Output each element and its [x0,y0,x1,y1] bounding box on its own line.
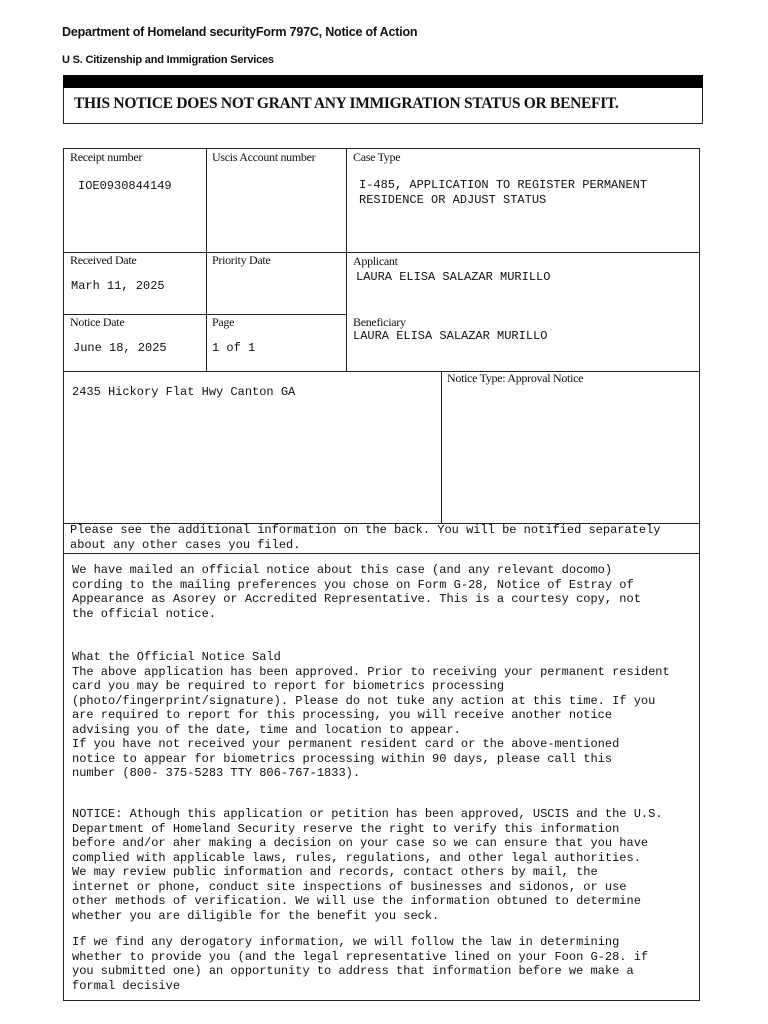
divider [206,149,207,371]
page-value: 1 of 1 [212,341,256,355]
receipt-number-value: IOE0930844149 [78,179,172,193]
receipt-number-label: Receipt number [70,150,143,164]
divider [64,252,699,253]
received-date-label: Received Date [70,253,137,267]
divider [64,371,699,372]
mailing-address: 2435 Hickory Flat Hwy Canton GA [72,385,296,399]
account-number-label: Uscis Account number [212,150,316,164]
page-label: Page [212,315,235,329]
notice-form-table [63,148,700,1001]
case-type-value: I-485, APPLICATION TO REGISTER PERMANENT RESIDENCE OR ADJUST STATUS [359,178,648,207]
notice-banner-text: THIS NOTICE DOES NOT GRANT ANY IMMIGRATION STATUS OR BENEFIT. [74,95,619,112]
divider [64,553,699,554]
priority-date-label: Priority Date [212,253,271,267]
agency-name: U S. Citizenship and Immigration Services [62,54,274,66]
document-header-title: Department of Homeland securityForm 797C, Notice of Action [62,25,418,39]
notice-banner-box [63,88,703,124]
additional-info-note: Please see the additional information on the back. You will be notified separately about any other cases you filed. [70,523,661,552]
header-black-bar [63,75,703,88]
courtesy-copy-paragraph: We have mailed an official notice about this case (and any relevant docomo) cording to the mailing preferences you chose on Form G-28, Notice of Estray of Appearance as Asorey or Accredited Representative. This is a courtesy copy, not the official notice. [72,563,641,621]
derogatory-info-paragraph: If we find any derogatory information, we will follow the law in determining whether to provide you (and the legal representative lined on your Foon G-28. if you submitted one) an opportunity to address that information before we make a formal decisive [72,935,649,993]
applicant-value: LAURA ELISA SALAZAR MURILLO [356,270,551,284]
notice-date-value: June 18, 2025 [73,341,167,355]
received-date-value: Marh 11, 2025 [71,279,165,293]
divider [346,149,347,371]
case-type-label: Case Type [353,150,401,164]
applicant-label: Applicant [353,254,398,268]
verification-notice-paragraph: NOTICE: Athough this application or petition has been approved, USCIS and the U.S. Department of Homeland Security reserve the right to verify this information before and/or aher making a decision on your case so we can ensure that you have complied with applicable laws, rules, regulations, and other legal authorities. We may review public information and records, contact others by mail, the internet or phone, conduct site inspections of businesses and sidonos, or use other methods of verification. We will use the information obtuned to determine whether you are diligible for the benefit you seck. [72,807,663,923]
notice-date-label: Notice Date [70,315,125,329]
official-notice-paragraph: What the Official Notice Sald The above application has been approved. Prior to receiving your permanent resident card you may be required to report for biometrics processing (photo/fingerprint/signature). Please do not tuke any action at this time. If you are required to report for this processing, you will receive another notice advising you of the date, time and location to appear. If you have not received your permanent resident card or the above-mentioned notice to appear for biometrics processing within 90 days, please call this number (800- 375-5283 TTY 806-767-1833). [72,650,670,780]
notice-type: Notice Type: Approval Notice [447,371,584,385]
beneficiary-value: LAURA ELISA SALAZAR MURILLO [353,329,548,343]
divider [441,371,442,523]
beneficiary-label: Beneficiary [353,315,406,329]
